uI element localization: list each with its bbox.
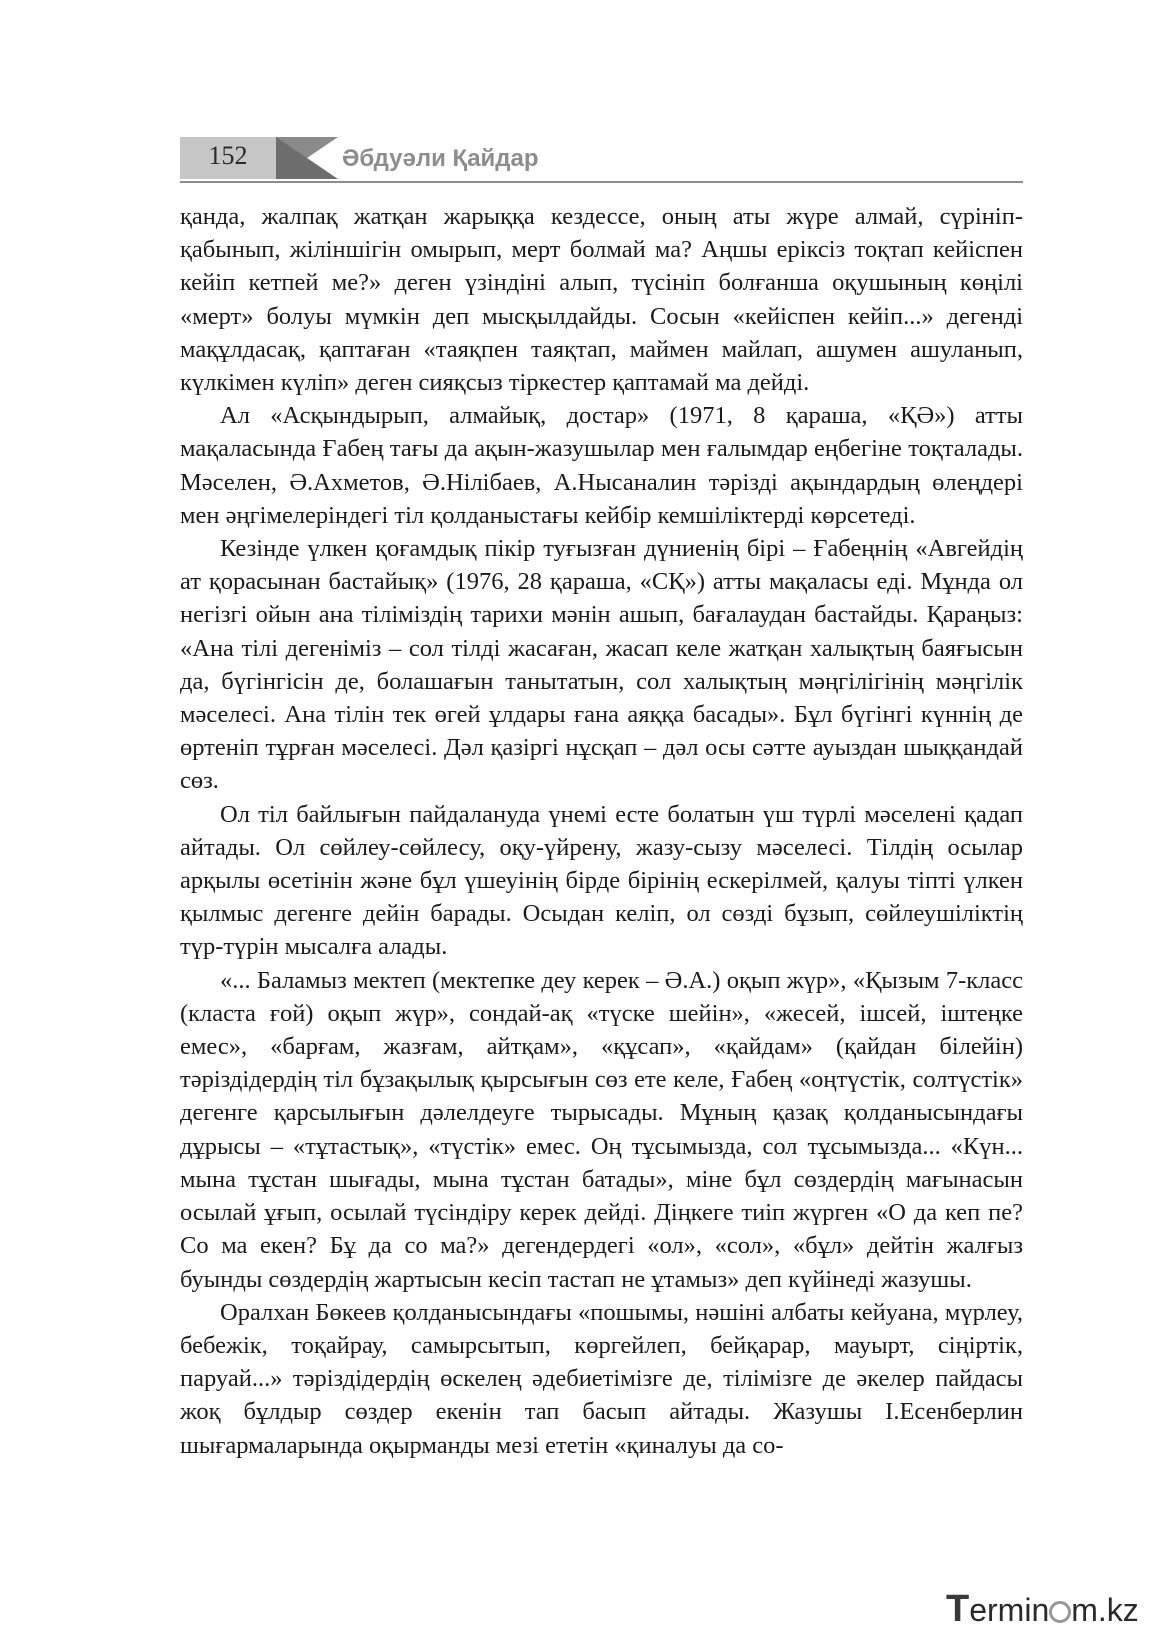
page-header [180,137,1023,185]
paragraph: «... Баламыз мектеп (мектепке деу керек – Ә.А.) оқып жүр», «Қызым 7-класс (класта ғой) оқып жүр», сондай-ақ «түске шейін», «жесей, ішсей, іштеңке емес», «барғам, жазғам, айтқам», «құсап», «қайдам» (қайдан білейін) тәріздідердің тіл бұзақылық қырсығын сөз ете келе, Ғабең «оңтүстік, солтүстік» дегенге қарсылығын дәлелдеуге тырысады. Мұның қазақ қолданысындағы дұрысы – «тұтастық», «түстік» емес. Оң тұсымызда, сол тұсымызда... «Күн... мына тұстан шығады, мына тұстан батады», міне бұл сөздердің мағынасын осылай ұғып, осылай түсіндіру керек дейді. Діңкеге тиіп жүрген «О да кеп пе? Со ма екен? Бұ да со ма?» дегендердегі «ол», «сол», «бұл» дейтін жалғыз буынды сөздердің жартысын кесіп тастап не ұтамыз» деп күйінеді жазушы. [180,966,1023,1293]
paragraph: Кезінде үлкен қоғамдық пікір туғызған дүниенің бірі – Ғабеңнің «Авгейдің ат қорасынан бастайық» (1976, 28 қараша, «СҚ») атты мақаласы еді. Мұнда ол негізгі ойын ана тіліміздің тарихи мәнін ашып, бағалаудан бастайды. Қараңыз: «Ана тілі дегеніміз – сол тілді жасаған, жасап келе жатқан халықтың баяғысын да, бүгінгісін де, болашағын танытатын, сол халықтың мәңгілігінің мәңгілік мәселесі. Ана тілін тек өгей ұлдары ғана аяққа басады». Бұл бүгінгі күннің де өртеніп тұрған мәселесі. Дәл қазіргі нұсқап – дәл осы сәтте ауыздан шыққандай сөз. [180,535,1023,795]
logo-o-circle [1049,1601,1071,1623]
page-number: 152 [208,141,248,170]
logo-text-2: m.kz [1071,1592,1139,1628]
logo-text-1: ermin [969,1592,1050,1628]
termincom-watermark-logo [946,1588,1139,1628]
paragraph: Ол тіл байлығын пайдалануда үнемі есте болатын үш түрлі мәселені қадап айтады. Ол сөйлеу-сөйлесу, оқу-үйрену, жазу-сызу мәселесі. Тілдің осылар арқылы өсетінін және бұл үшеуінің бірде бірінің ескерілмей, қалуы тіпті үлкен қылмыс дегенге дейін барады. Осыдан келіп, ол сөзді бұзып, сөйлеушіліктің түр-түрін мысалға алады. [180,800,1023,961]
header-rule [180,181,1023,183]
paragraph: Ал «Асқындырып, алмайық, достар» (1971, 8 қараша, «ҚӘ») атты мақаласында Ғабең тағы да ақын-жазушылар мен ғалымдар еңбегіне тоқталады. Мәселен, Ә.Ахметов, Ә.Нілібаев, А.Нысаналин тәрізді ақындардың өлеңдері мен әңгімелеріндегі тіл қолданыстағы кейбір кемшіліктерді көрсетеді. [180,402,1023,529]
body-text [180,200,1023,1462]
header-arrow-shadow [276,137,338,179]
logo-t: T [946,1588,970,1630]
paragraph: Оралхан Бөкеев қолданысындағы «пошымы, нәшіні албаты кейуана, мүрлеу, бебежік, тоқайрау, самырсытып, көргейлеп, бейқарар, мауырт, сіңіртік, паруай...» тәріздідердің өскелең әдебиетімізге де, тілімізге де әкелер пайдасы жоқ бұлдыр сөздер екенін тап басып айтады. Жазушы І.Есенберлин шығармаларында оқырманды мезі ететін «қиналуы да со- [180,1298,1023,1459]
paragraph: қанда, жалпақ жатқан жарыққа кездессе, оның аты жүре алмай, сүрініп-қабынып, жіліншігін омырып, мерт болмай ма? Аңшы еріксіз тоқтап кейіспен кейіп кетпей ме?» деген үзіндіні алып, түсініп болғанша оқушының көңілі «мерт» болуы мүмкін деп мысқылдайды. Сосын «кейіспен кейіп...» дегенді мақұлдасақ, қаптаған «таяқпен таяқтап, маймен майлап, ашумен ашуланып, күлкімен күліп» деген сияқсыз тіркестер қаптамай ма дейді. [180,203,1023,397]
page-number-box [180,137,276,179]
running-head-author: Әбдуәли Қайдар [342,145,539,172]
